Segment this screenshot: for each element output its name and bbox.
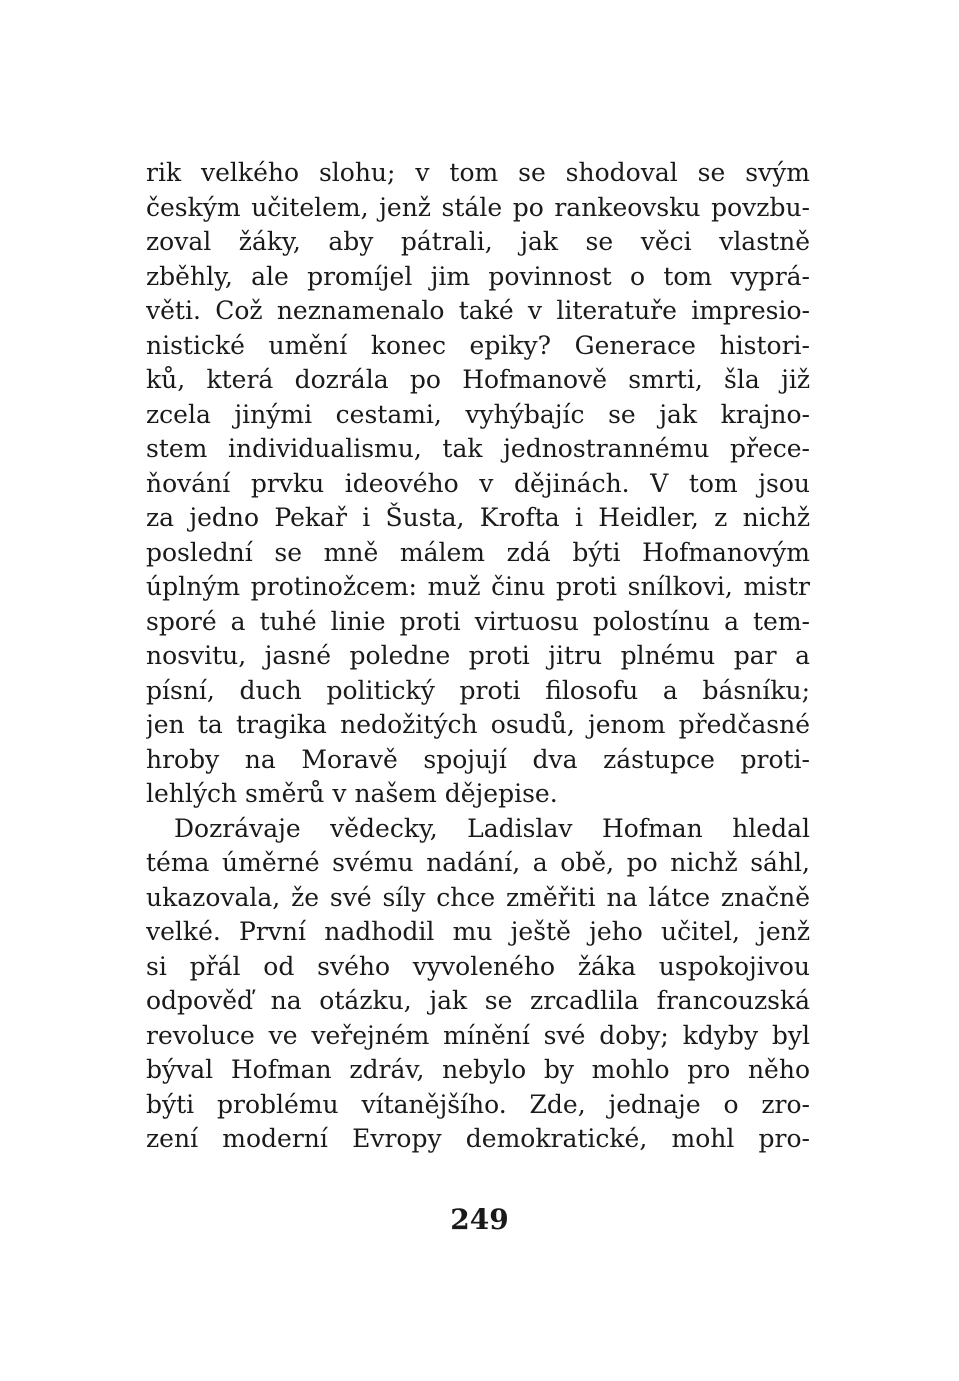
text-line: stem individualismu, tak jednostrannému přece- (146, 434, 810, 463)
text-line: úplným protinožcem: muž činu proti snílkovi, mistr (146, 572, 810, 601)
paragraph (146, 156, 810, 812)
text-line: zení moderní Evropy demokratické, mohl pro- (146, 1124, 810, 1153)
text-line: odpověď na otázku, jak se zrcadlila francouzská (146, 986, 810, 1015)
text-line: ků, která dozrála po Hofmanově smrti, šla již (146, 365, 810, 394)
text-line: jen ta tragika nedožitých osudů, jenom předčasné (146, 710, 810, 739)
text-line: revoluce ve veřejném mínění své doby; kdyby byl (146, 1020, 810, 1050)
body-text (146, 156, 810, 1157)
text-line: poslední se mně málem zdá býti Hofmanovým (146, 537, 810, 567)
text-line: lehlých směrů v našem dějepise. (146, 779, 558, 808)
page-number: 249 (450, 1203, 509, 1236)
text-line: velké. První nadhodil mu ještě jeho učitel, jenž (146, 917, 810, 946)
text-line: téma úměrné svému nadání, a obě, po nichž sáhl, (146, 848, 810, 877)
text-line: rik velkého slohu; v tom se shodoval se svým (146, 158, 810, 187)
text-line: zcela jinými cestami, vyhýbajíc se jak krajno- (146, 399, 810, 429)
text-line: za jedno Pekař i Šusta, Krofta i Heidler, z nichž (146, 503, 810, 532)
text-line: písní, duch politický proti filosofu a básníku; (146, 675, 810, 705)
text-line: Dozrávaje vědecky, Ladislav Hofman hledal (174, 813, 810, 843)
text-line: býval Hofman zdráv, nebylo by mohlo pro něho (146, 1055, 810, 1084)
text-line: zběhly, ale promíjel jim povinnost o tom vyprá- (146, 261, 810, 291)
text-line: ukazovala, že své síly chce změřiti na látce značně (146, 882, 810, 912)
text-line: ňování prvku ideového v dějinách. V tom jsou (146, 468, 810, 498)
text-line: věti. Což neznamenalo také v literatuře impresio- (146, 296, 810, 325)
paragraph (146, 812, 810, 1157)
text-line: býti problému vítanějšího. Zde, jednaje o zro- (146, 1089, 810, 1119)
text-line: zoval žáky, aby pátrali, jak se věci vlastně (146, 227, 810, 256)
text-line: nosvitu, jasné poledne proti jitru plnému par a (146, 641, 810, 670)
text-line: sporé a tuhé linie proti virtuosu polostínu a tem- (146, 606, 810, 636)
text-line: nistické umění konec epiky? Generace histori- (146, 330, 810, 360)
text-line: si přál od svého vyvoleného žáka uspokojivou (146, 951, 810, 981)
text-line: hroby na Moravě spojují dva zástupce proti- (146, 744, 810, 774)
text-line: českým učitelem, jenž stále po rankeovsku povzbu- (146, 192, 810, 222)
